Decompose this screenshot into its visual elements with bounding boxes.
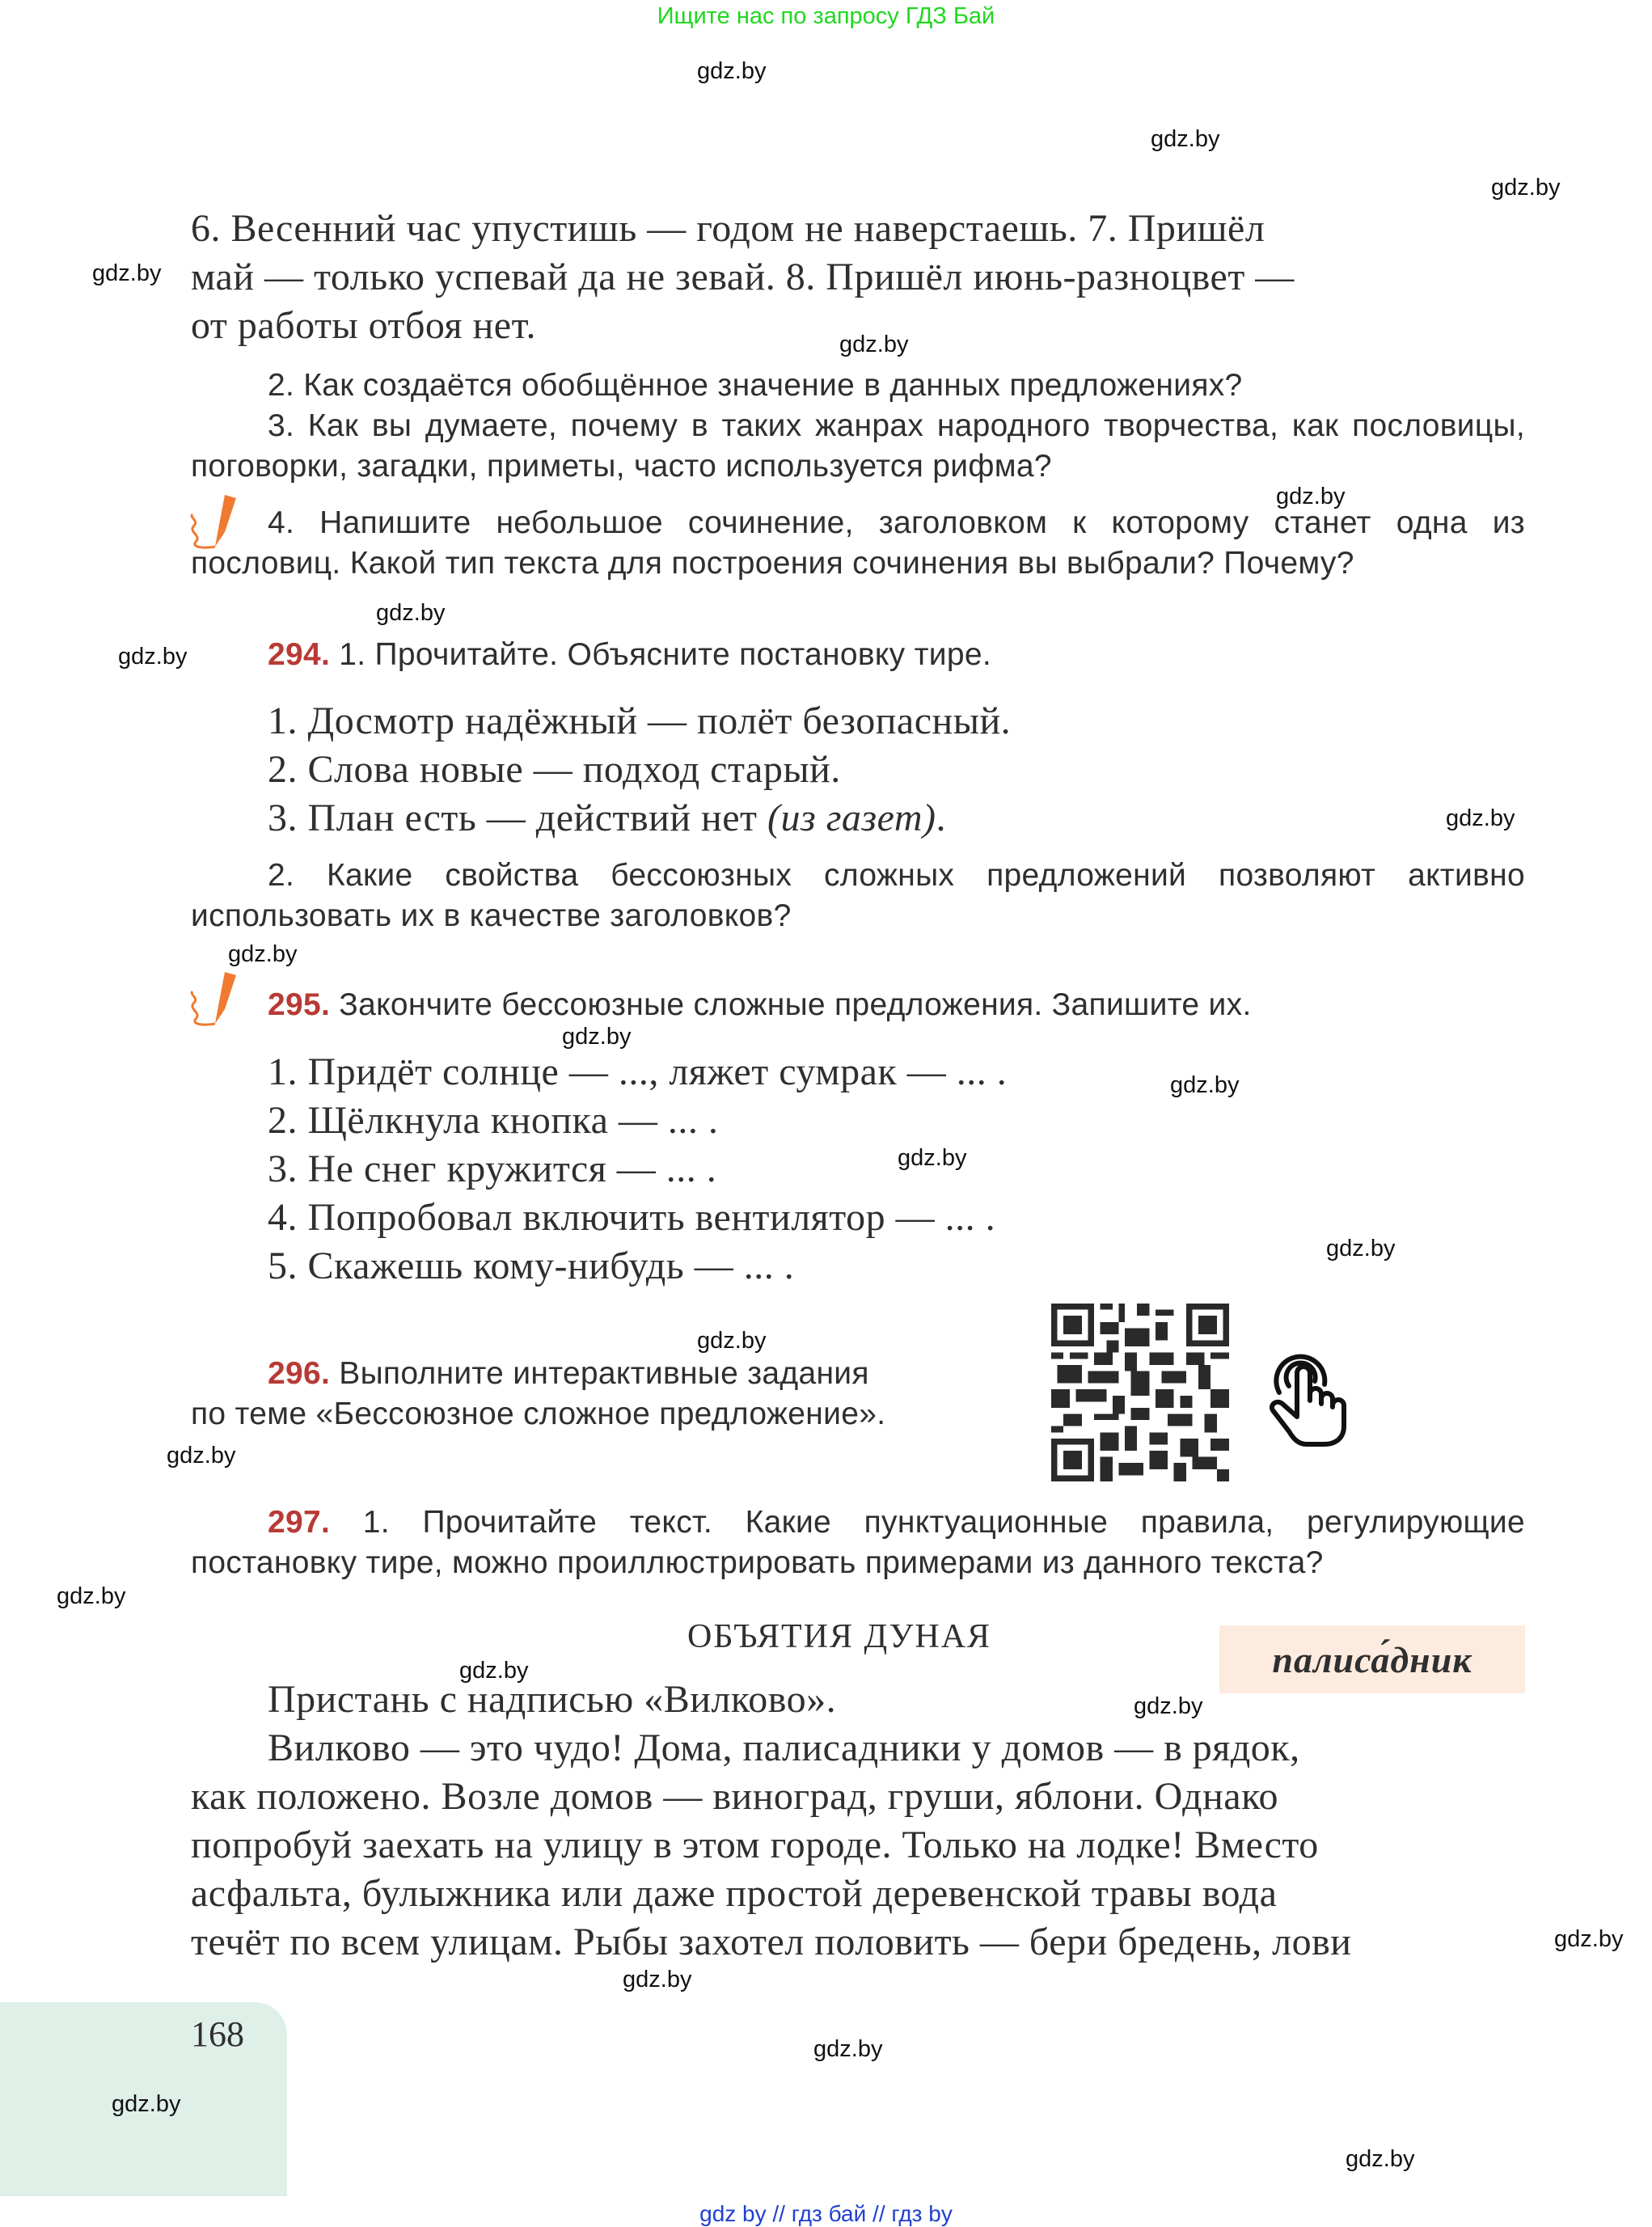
sentence: 4. Попробовал включить вентилятор — ... .: [268, 1196, 996, 1239]
exercise-294-sentences: [268, 697, 1011, 843]
exercise-task: 1. Прочитайте. Объясните постановку тире.: [339, 637, 991, 672]
exercise-296-line2: по теме «Бессоюзное сложное предложение».: [191, 1397, 886, 1431]
watermark: gdz.by: [697, 58, 767, 84]
sentence: 3. План есть — действий нет (из газет).: [268, 797, 946, 839]
sentence: 2. Щёлкнула кнопка — ... .: [268, 1099, 719, 1142]
exercise-task: 1. Прочитайте текст. Какие пунктуационные правила, регулирующие постановку тире, можно проиллюстрировать примерами из данного текста?: [191, 1505, 1525, 1580]
qr-code[interactable]: [1051, 1304, 1229, 1481]
text-line: Вилково — это чудо! Дома, палисадники у домов — в рядок,: [268, 1726, 1300, 1769]
page-number: 168: [191, 2014, 244, 2054]
watermark: gdz.by: [1151, 126, 1220, 152]
watermark: gdz.by: [1134, 1693, 1203, 1719]
text-body: [191, 1676, 1525, 1967]
proverb-line: от работы отбоя нет.: [191, 304, 536, 347]
watermark: gdz.by: [813, 2036, 883, 2062]
watermark: gdz.by: [376, 600, 446, 626]
exercise-297-task: [191, 1502, 1525, 1583]
watermark: gdz.by: [1346, 2146, 1415, 2172]
watermark: gdz.by: [167, 1443, 236, 1468]
writing-pen-icon: [183, 967, 247, 1032]
search-banner: Ищите нас по запросу ГДЗ Бай: [657, 3, 995, 29]
watermark: gdz.by: [562, 1024, 632, 1050]
vocabulary-word-box: палиса́дник: [1219, 1625, 1525, 1693]
question-4: 4. Напишите небольшое сочинение, заголовком к которому станет одна из пословиц. Какой тип текста для построения сочинения вы выбрали? Почему?: [191, 505, 1525, 581]
watermark: gdz.by: [57, 1583, 126, 1609]
text-line: асфальта, булыжника или даже простой деревенской травы вода: [191, 1872, 1278, 1915]
watermark: gdz.by: [228, 941, 298, 967]
text-line: как положено. Возле домов — виноград, груши, яблони. Однако: [191, 1775, 1278, 1818]
exercise-295-header: [268, 985, 1252, 1025]
watermark: gdz.by: [1326, 1236, 1396, 1261]
proverbs-block: [191, 205, 1525, 350]
text-line: Пристань с надписью «Вилково».: [268, 1678, 837, 1721]
exercise-number: 296.: [268, 1356, 331, 1391]
sentence: 1. Придёт солнце — ..., ляжет сумрак — ... .: [268, 1050, 1008, 1093]
exercise-294-task2: 2. Какие свойства бессоюзных сложных предложений позволяют активно использовать их в качестве заголовков?: [191, 858, 1525, 933]
exercise-number: 294.: [268, 637, 331, 672]
exercise-295-sentences: [268, 1048, 1007, 1291]
watermark: gdz.by: [92, 260, 162, 286]
watermark: gdz.by: [1170, 1072, 1240, 1098]
exercise-296-line1: [268, 1354, 869, 1394]
watermark: gdz.by: [623, 1967, 692, 1992]
text-line: попробуй заехать на улицу в этом городе. Только на лодке! Вместо: [191, 1823, 1319, 1866]
question-2: 2. Как создаётся обобщённое значение в данных предложениях?: [268, 368, 1243, 403]
text-line: течёт по всем улицам. Рыбы захотел половить — бери бредень, лови: [191, 1921, 1352, 1963]
proverb-line: 6. Весенний час упустишь — годом не наверстаешь. 7. Пришёл: [191, 207, 1265, 250]
sentence: 3. Не снег кружится — ... .: [268, 1147, 717, 1190]
watermark: gdz.by: [1491, 175, 1561, 201]
exercise-task: Закончите бессоюзные сложные предложения. Запишите их.: [339, 987, 1252, 1022]
sentence: 5. Скажешь кому-нибудь — ... .: [268, 1244, 795, 1287]
source-note: (из газет): [767, 797, 936, 839]
proverb-line: май — только успевай да не зевай. 8. Пришёл июнь-разноцвет —: [191, 256, 1295, 298]
watermark: gdz.by: [459, 1658, 529, 1684]
watermark: gdz.by: [898, 1145, 967, 1171]
footer-links[interactable]: gdz by // гдз бай // гдз by: [699, 2201, 953, 2226]
exercise-task: Выполните интерактивные задания: [339, 1356, 869, 1391]
question-3: 3. Как вы думаете, почему в таких жанрах народного творчества, как пословицы, поговорки, загадки, приметы, часто используется рифма?: [191, 408, 1525, 484]
watermark: gdz.by: [1554, 1926, 1624, 1952]
watermark: gdz.by: [112, 2091, 181, 2117]
watermark: gdz.by: [1276, 484, 1346, 509]
sentence: 1. Досмотр надёжный — полёт безопасный.: [268, 699, 1012, 742]
exercise-294-header: [268, 635, 991, 675]
watermark: gdz.by: [1446, 805, 1515, 831]
exercise-number: 297.: [268, 1505, 331, 1540]
exercise-number: 295.: [268, 987, 331, 1022]
watermark: gdz.by: [118, 644, 188, 670]
text-title: ОБЪЯТИЯ ДУНАЯ: [687, 1618, 992, 1655]
watermark: gdz.by: [697, 1328, 767, 1354]
sentence: 2. Слова новые — подход старый.: [268, 748, 841, 791]
watermark: gdz.by: [839, 332, 909, 357]
tap-hand-icon: [1261, 1342, 1350, 1447]
